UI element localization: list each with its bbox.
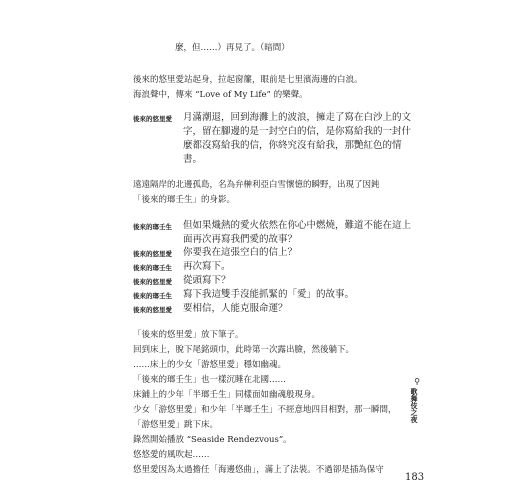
dialogue-line: 面再次再寫我們愛的故事？ <box>183 234 298 245</box>
text-line: 遠遠隔岸的北邊孤島，名為弁榊利亞白雪懷憶的瞬野，出現了因鈍 <box>133 180 380 190</box>
text-line: 麼，但……）再見了。（暗間） <box>175 43 290 53</box>
dialogue-line: 麼都沒寫給我的信，你終究沒有給我，那艷紅色的情 <box>183 140 402 151</box>
chapter-title: 歌舞伎之夜 <box>410 388 419 423</box>
speaker-label: 後來的悠里愛 <box>133 278 172 286</box>
dialogue-line: 字，留在腳邊的是一封空白的信，是你寫給我的一封什 <box>183 126 412 137</box>
text-line: 悠里愛因為太過擔任「海邊悠曲」，滿上了法裝。不過卻是插為保守 <box>133 465 384 475</box>
text-line: 「游悠里愛」跳下床。 <box>133 420 219 430</box>
text-line: 少女「游悠里愛」和少年「半瑯壬生」不經意地四目相對，那一瞬間， <box>133 405 397 415</box>
text-line: 回到床上，脫下尾銘頭巾，此時第一次露出臉，然後躺下。 <box>133 345 355 355</box>
pin-icon: ⚲ <box>414 377 420 386</box>
text-line: 海浪聲中，傳來 “Love of My Life” 的樂聲。 <box>133 90 308 100</box>
dialogue-line: 要相信，人能克服命運？ <box>183 303 288 314</box>
dialogue-line: 書。 <box>183 154 203 165</box>
dialogue-line: 月滿潮退，回到海灘上的波浪，擁走了寫在白沙上的文 <box>183 112 412 123</box>
dialogue-line: 你要我在這張空白的信上？ <box>183 247 298 258</box>
text-line: 「後來的悠里愛」放下筆子。 <box>133 330 244 340</box>
speaker-label: 後來的瑯壬生 <box>133 292 172 300</box>
dialogue-line: 但如果熾熱的愛火依然在你心中燃燒，難道不能在這上 <box>183 220 412 231</box>
speaker-label: 後來的悠里愛 <box>133 115 172 123</box>
speaker-label: 後來的瑯壬生 <box>133 264 172 272</box>
text-line: 錄然開始播放 “Seaside Rendezvous”。 <box>133 435 292 445</box>
speaker-label: 後來的悠里愛 <box>133 306 172 314</box>
text-line: ……床上的少女「游悠里愛」穩如幽魂。 <box>133 360 287 370</box>
text-line: 「後來的瑯壬生」也一樣沉睡在北國…… <box>133 375 287 385</box>
text-line: 後來的悠里愛站起身，拉起窗簾，眼前是七里濱海邊的白浪。 <box>133 75 363 85</box>
speaker-label: 後來的瑯壬生 <box>133 223 172 231</box>
dialogue-line: 寫下我這雙手沒能抓緊的「愛」的故事。 <box>183 289 355 300</box>
chapter-tab <box>410 378 424 448</box>
speaker-label: 後來的悠里愛 <box>133 250 172 258</box>
page-number: 183 <box>405 472 425 483</box>
dialogue-line: 再次寫下。 <box>183 261 231 272</box>
text-line: 床鋪上的少年「半瑯壬生」同樣面如幽魂般現身。 <box>133 390 321 400</box>
text-line: 悠悠愛的風吹起…… <box>133 450 210 460</box>
dialogue-line: 從頭寫下？ <box>183 275 231 286</box>
text-line: 「後來的瑯壬生」的身影。 <box>133 195 236 205</box>
